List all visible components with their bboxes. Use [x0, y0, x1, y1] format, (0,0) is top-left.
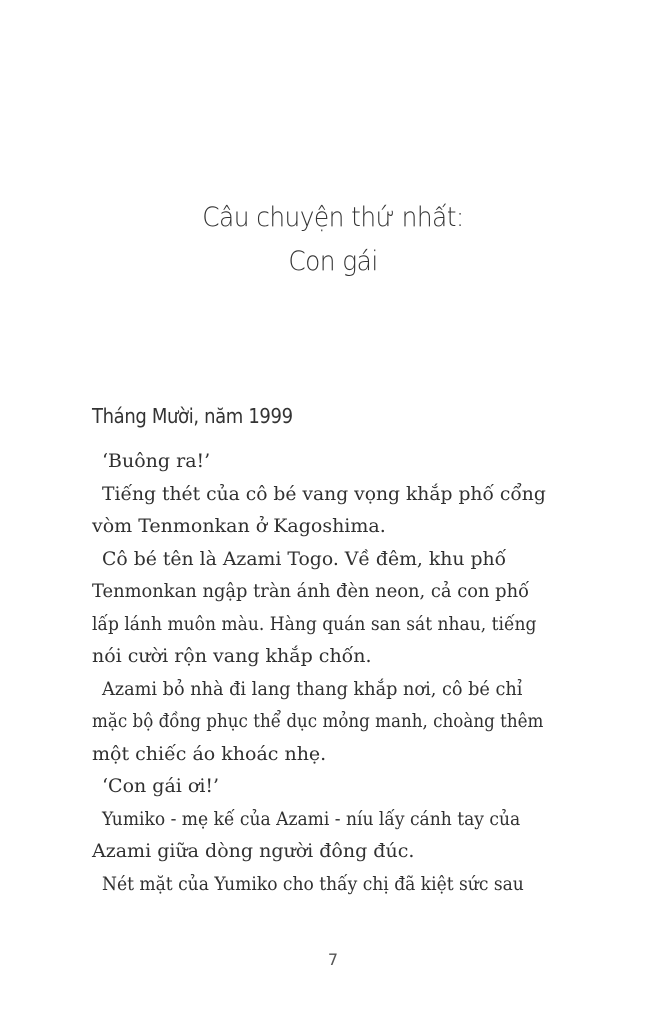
- paragraph-line: [92, 575, 574, 608]
- line-text: Nét mặt của Yumiko cho thấy chị đã kiệt sức sau: [102, 872, 524, 895]
- paragraph-line: nói cười rộn vang khắp chốn.: [92, 645, 372, 667]
- chapter-title-line-2: Con gái: [288, 246, 378, 277]
- paragraph-line: [92, 673, 574, 706]
- line-text: mặc bộ đồng phục thể dục mỏng manh, choàng thêm: [92, 710, 544, 732]
- paragraph-line: [92, 543, 574, 576]
- paragraph-line: [92, 803, 574, 836]
- page-number: 7: [327, 950, 339, 969]
- section-heading-date: Tháng Mười, năm 1999: [92, 404, 293, 428]
- paragraph-line: vòm Tenmonkan ở Kagoshima.: [92, 515, 386, 537]
- chapter-title: [27, 196, 640, 284]
- paragraph-line: một chiếc áo khoác nhẹ.: [92, 742, 327, 765]
- line-text: Tenmonkan ngập tràn ánh đèn neon, cả con phố: [92, 580, 529, 602]
- paragraph-line: [92, 608, 574, 641]
- body-text: [92, 445, 574, 900]
- paragraph-line: [92, 705, 574, 738]
- paragraph-line: ‘Buông ra!’: [102, 450, 211, 472]
- paragraph-line: Azami giữa dòng người đông đúc.: [92, 840, 415, 862]
- line-text: Yumiko - mẹ kế của Azami - níu lấy cánh tay của: [102, 807, 521, 830]
- line-text: Azami bỏ nhà đi lang thang khắp nơi, cô bé chỉ: [102, 677, 523, 700]
- paragraph-line: ‘Con gái ơi!’: [102, 775, 220, 797]
- paragraph-line: [92, 478, 574, 511]
- chapter-title-line-1: Câu chuyện thứ nhất:: [202, 202, 464, 233]
- line-text: Cô bé tên là Azami Togo. Về đêm, khu phố: [102, 547, 507, 570]
- line-text: lấp lánh muôn màu. Hàng quán san sát nhau, tiếng: [92, 612, 537, 635]
- paragraph-line: [92, 868, 574, 901]
- line-text: Tiếng thét của cô bé vang vọng khắp phố cổng: [102, 482, 546, 505]
